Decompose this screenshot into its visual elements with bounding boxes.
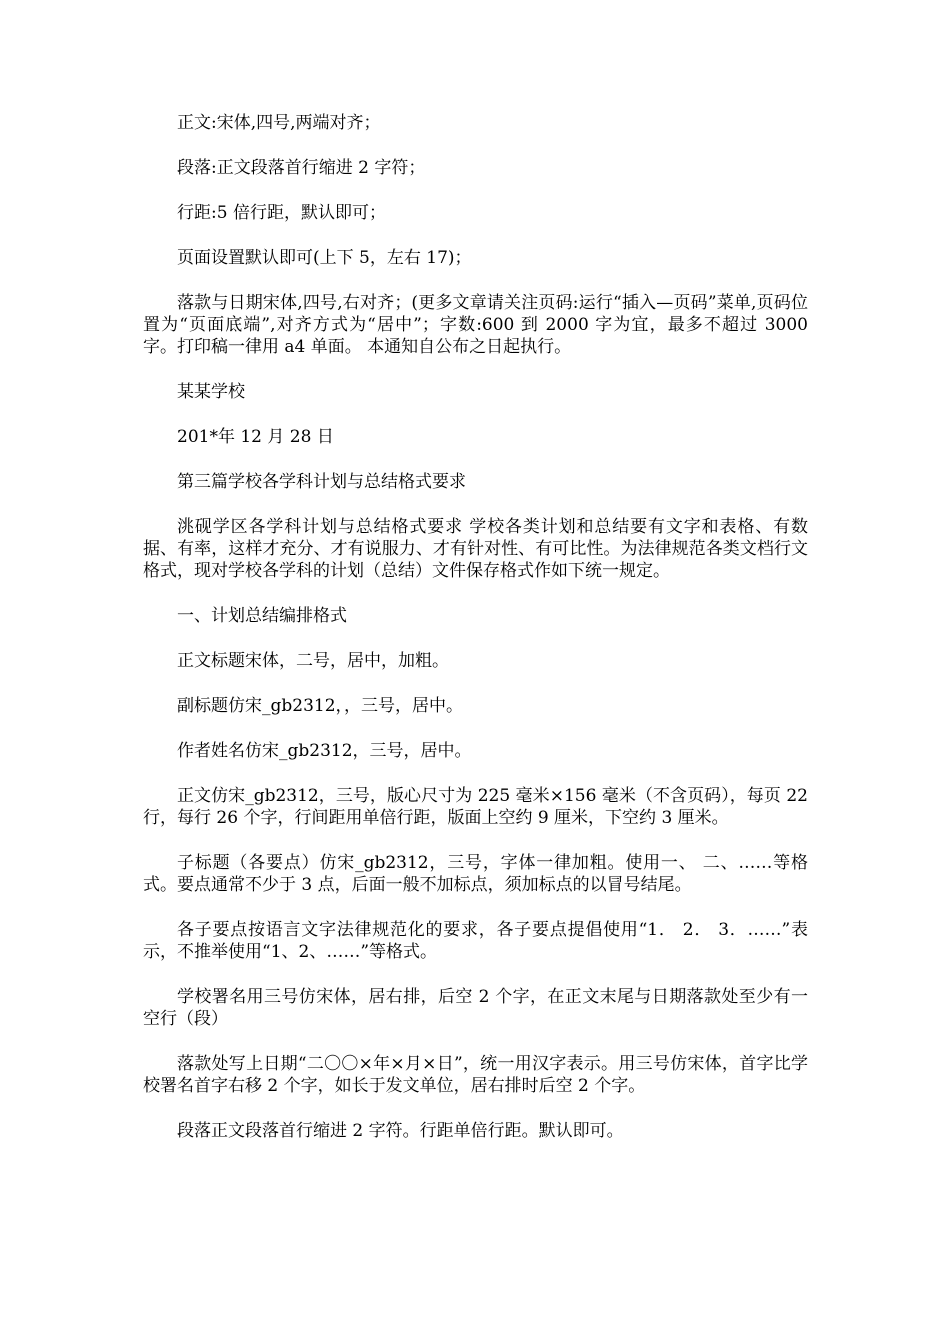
paragraph: 正文仿宋_gb2312，三号，版心尺寸为 225 毫米×156 毫米（不含页码），每页 22 行，每行 26 个字，行间距用单倍行距，版面上空约 9 厘米，下空约 3 厘米。: [143, 786, 808, 828]
paragraph: 副标题仿宋_gb2312，，三号，居中。: [177, 696, 464, 716]
paragraph: 页面设置默认即可(上下 5，左右 17)；: [177, 248, 472, 268]
paragraph: 正文:宋体,四号,两端对齐；: [177, 113, 381, 133]
paragraph: 段落:正文段落首行缩进 2 字符；: [177, 158, 426, 178]
paragraph: 正文标题宋体，二号，居中，加粗。: [177, 651, 449, 671]
signature-date: 201*年 12 月 28 日: [177, 427, 334, 447]
paragraph: 行距:5 倍行距，默认即可；: [177, 203, 386, 223]
paragraph: 落款处写上日期“二〇〇×年×月×日”，统一用汉字表示。用三号仿宋体，首字比学校署名首字右移 2 个字，如长于发文单位，居右排时后空 2 个字。: [143, 1054, 808, 1096]
paragraph: 作者姓名仿宋_gb2312，三号，居中。: [177, 741, 472, 761]
paragraph: 各子要点按语言文字法律规范化的要求，各子要点提倡使用“1． 2． 3．……”表示，不推举使用“1、2、……”等格式。: [143, 920, 808, 962]
paragraph: 学校署名用三号仿宋体，居右排，后空 2 个字，在正文末尾与日期落款处至少有一空行（段）: [143, 987, 808, 1029]
paragraph: 子标题（各要点）仿宋_gb2312，三号，字体一律加粗。使用一、 二、……等格式。要点通常不少于 3 点，后面一般不加标点，须加标点的以冒号结尾。: [143, 853, 808, 895]
signature-school: 某某学校: [177, 382, 245, 402]
document-body: [143, 112, 808, 1165]
paragraph: 落款与日期宋体,四号,右对齐；(更多文章请关注页码:运行“插入—页码”菜单,页码位置为“页面底端”,对齐方式为“居中”；字数:600 到 2000 字为宜，最多不超过 3000 字。打印稿一律用 a4 单面。 本通知自公布之日起执行。: [143, 293, 808, 357]
paragraph: 洮砚学区各学科计划与总结格式要求 学校各类计划和总结要有文字和表格、有数据、有率，这样才充分、才有说服力、才有针对性、有可比性。为法律规范各类文档行文格式，现对学校各学科的计划（总结）文件保存格式作如下统一规定。: [143, 517, 808, 581]
section-title: 第三篇学校各学科计划与总结格式要求: [177, 472, 466, 492]
paragraph: 段落正文段落首行缩进 2 字符。行距单倍行距。默认即可。: [177, 1121, 624, 1141]
section-heading: 一、计划总结编排格式: [177, 606, 347, 626]
